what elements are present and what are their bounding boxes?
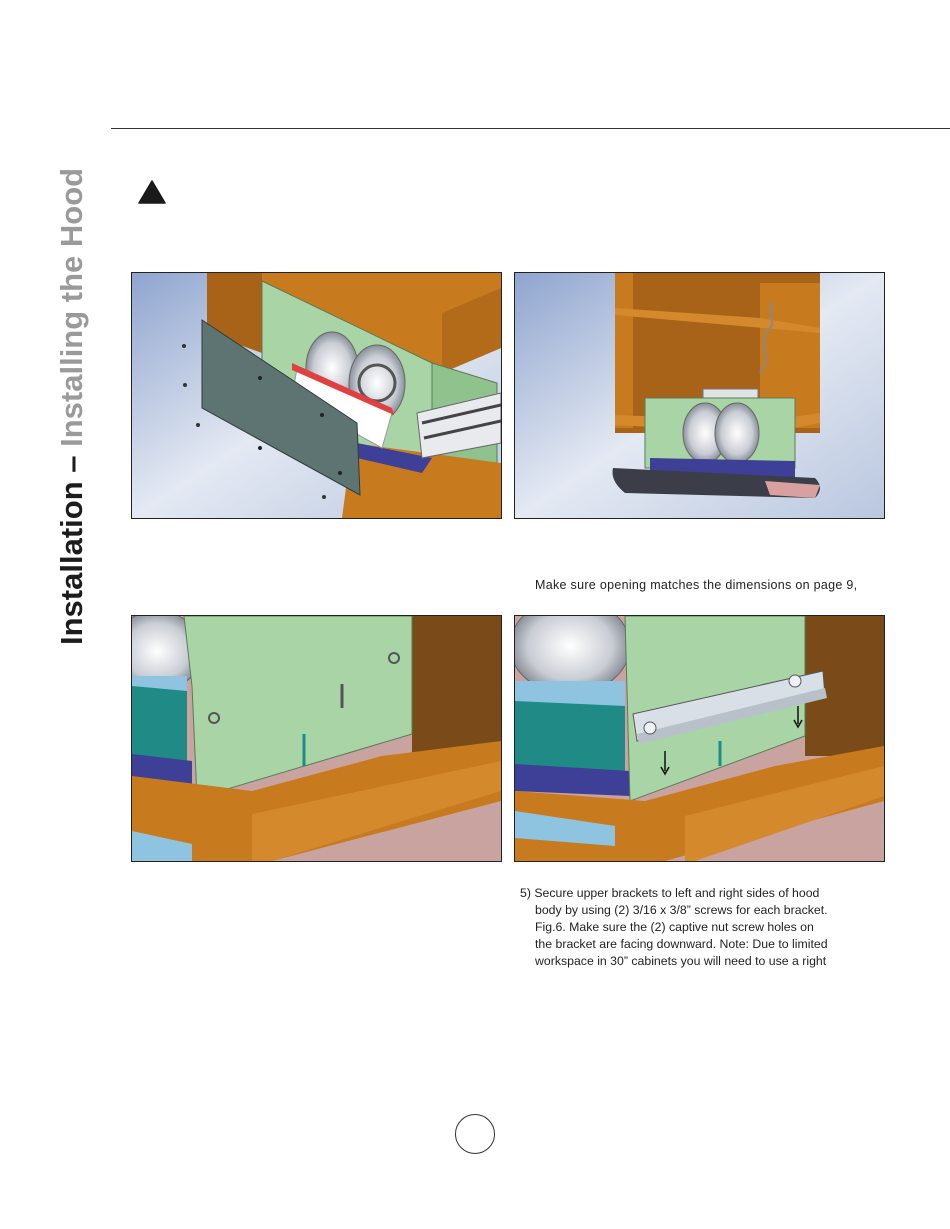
fig-1-front-panel-removal xyxy=(131,272,502,519)
fig-2-cabinet-overview xyxy=(514,272,885,519)
step-5-line-1: 5) Secure upper brackets to left and right sides of hood xyxy=(520,886,820,900)
header-rule xyxy=(111,128,950,129)
page-number-circle xyxy=(455,1114,495,1154)
side-title-dark: Installation – xyxy=(54,446,89,645)
warning-triangle-icon xyxy=(138,180,166,204)
opening-note: Make sure opening matches the dimensions on page 9, xyxy=(535,578,858,592)
fig-3-hood-side-closeup xyxy=(131,615,502,862)
step-5-line-4: the bracket are facing downward. Note: Due to limited xyxy=(535,937,828,951)
step-5-line-2: body by using (2) 3/16 x 3/8” screws for each bracket. xyxy=(535,903,828,917)
step-5-line-5: workspace in 30” cabinets you will need to use a right xyxy=(535,954,827,968)
step-5-instructions xyxy=(520,885,880,970)
step-5-line-3: Fig.6. Make sure the (2) captive nut screw holes on xyxy=(535,920,814,934)
side-title-light: Installing the Hood xyxy=(54,167,89,447)
side-section-title xyxy=(52,165,92,645)
fig-4-upper-bracket xyxy=(514,615,885,862)
